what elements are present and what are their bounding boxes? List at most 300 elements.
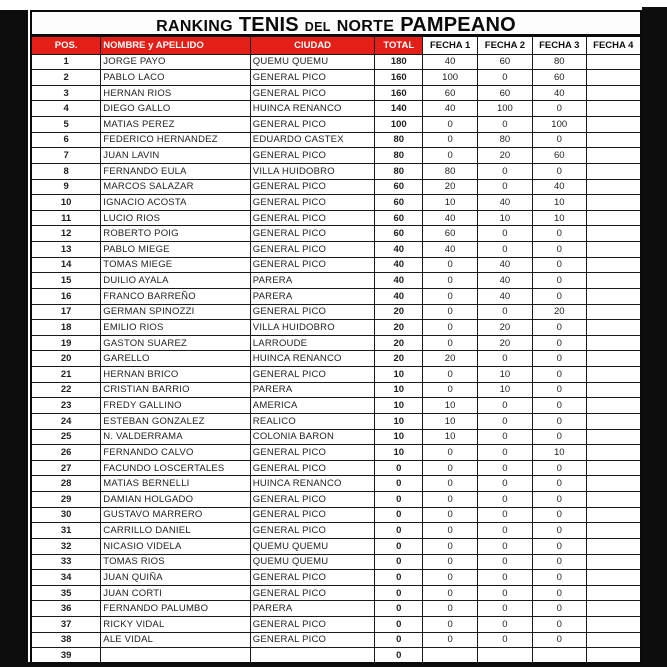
- title-segment: PAMPEANO: [400, 14, 516, 36]
- name-cell: MATIAS PEREZ: [101, 117, 251, 133]
- fecha1-cell: 0: [423, 148, 478, 164]
- name-cell: FERNANDO PALUMBO: [101, 601, 251, 617]
- city-cell: REALICO: [250, 413, 375, 429]
- city-cell: GENERAL PICO: [250, 460, 375, 476]
- table-row: [31, 632, 641, 648]
- fecha3-cell: 40: [532, 85, 586, 101]
- fecha3-cell: 0: [532, 570, 586, 586]
- pos-cell: 31: [31, 523, 101, 539]
- fecha2-cell: 0: [478, 523, 533, 539]
- city-cell: GENERAL PICO: [250, 570, 375, 586]
- name-cell: FRANCO BARREÑO: [101, 288, 251, 304]
- total-cell: 0: [375, 632, 423, 648]
- name-cell: TOMAS MIEGE: [101, 257, 251, 273]
- fecha2-cell: 0: [478, 304, 533, 320]
- name-cell: FERNANDO CALVO: [101, 445, 251, 461]
- total-cell: 0: [375, 617, 423, 633]
- fecha1-cell: 0: [423, 492, 478, 508]
- city-cell: GENERAL PICO: [250, 195, 375, 211]
- total-cell: 10: [375, 429, 423, 445]
- fecha1-cell: 0: [423, 382, 478, 398]
- pos-cell: 12: [31, 226, 101, 242]
- city-cell: QUEMU QUEMU: [250, 54, 375, 70]
- name-cell: GUSTAVO MARRERO: [101, 507, 251, 523]
- name-cell: GASTON SUAREZ: [101, 335, 251, 351]
- pos-cell: 22: [31, 382, 101, 398]
- city-cell: VILLA HUIDOBRO: [250, 320, 375, 336]
- fecha4-cell: [586, 570, 641, 586]
- column-header: POS.: [31, 36, 101, 54]
- name-cell: N. VALDERRAMA: [101, 429, 251, 445]
- fecha4-cell: [586, 273, 641, 289]
- column-header: NOMBRE y APELLIDO: [101, 36, 251, 54]
- name-cell: JUAN QUIÑA: [101, 570, 251, 586]
- fecha3-cell: 0: [532, 507, 586, 523]
- fecha1-cell: 0: [423, 507, 478, 523]
- fecha2-cell: 0: [478, 570, 533, 586]
- name-cell: GERMAN SPINOZZI: [101, 304, 251, 320]
- pos-cell: 36: [31, 601, 101, 617]
- fecha4-cell: [586, 585, 641, 601]
- fecha3-cell: [532, 648, 586, 664]
- name-cell: PABLO MIEGE: [101, 242, 251, 258]
- pos-cell: 25: [31, 429, 101, 445]
- pos-cell: 20: [31, 351, 101, 367]
- table-row: [31, 320, 641, 336]
- total-cell: 10: [375, 445, 423, 461]
- city-cell: PARERA: [250, 601, 375, 617]
- city-cell: GENERAL PICO: [250, 367, 375, 383]
- fecha1-cell: 20: [423, 351, 478, 367]
- name-cell: HERNAN BRICO: [101, 367, 251, 383]
- fecha3-cell: 10: [532, 195, 586, 211]
- name-cell: DUILIO AYALA: [101, 273, 251, 289]
- city-cell: COLONIA BARON: [250, 429, 375, 445]
- fecha1-cell: 0: [423, 617, 478, 633]
- name-cell: GARELLO: [101, 351, 251, 367]
- table-row: [31, 429, 641, 445]
- fecha4-cell: [586, 445, 641, 461]
- fecha4-cell: [586, 413, 641, 429]
- name-cell: NICASIO VIDELA: [101, 538, 251, 554]
- table-row: [31, 195, 641, 211]
- fecha4-cell: [586, 226, 641, 242]
- name-cell: PABLO LACO: [101, 70, 251, 86]
- fecha1-cell: 0: [423, 554, 478, 570]
- title-segment: TENIS: [238, 14, 299, 36]
- pos-cell: 5: [31, 117, 101, 133]
- fecha1-cell: [423, 648, 478, 664]
- city-cell: GENERAL PICO: [250, 523, 375, 539]
- pos-cell: 39: [31, 648, 101, 664]
- total-cell: 80: [375, 148, 423, 164]
- fecha3-cell: 0: [532, 585, 586, 601]
- fecha3-cell: 0: [532, 163, 586, 179]
- fecha4-cell: [586, 304, 641, 320]
- pos-cell: 2: [31, 70, 101, 86]
- pos-cell: 23: [31, 398, 101, 414]
- table-row: [31, 507, 641, 523]
- fecha3-cell: 0: [532, 242, 586, 258]
- fecha1-cell: 0: [423, 367, 478, 383]
- fecha1-cell: 0: [423, 132, 478, 148]
- pos-cell: 26: [31, 445, 101, 461]
- city-cell: GENERAL PICO: [250, 117, 375, 133]
- fecha4-cell: [586, 367, 641, 383]
- total-cell: 60: [375, 226, 423, 242]
- fecha3-cell: 0: [532, 476, 586, 492]
- fecha2-cell: 0: [478, 398, 533, 414]
- table-row: [31, 538, 641, 554]
- fecha2-cell: 80: [478, 132, 533, 148]
- city-cell: HUINCA RENANCO: [250, 351, 375, 367]
- name-cell: FERNANDO EULA: [101, 163, 251, 179]
- name-cell: MATIAS BERNELLI: [101, 476, 251, 492]
- fecha4-cell: [586, 85, 641, 101]
- fecha3-cell: 0: [532, 273, 586, 289]
- total-cell: 10: [375, 413, 423, 429]
- pos-cell: 10: [31, 195, 101, 211]
- fecha1-cell: 0: [423, 445, 478, 461]
- fecha3-cell: 0: [532, 523, 586, 539]
- fecha4-cell: [586, 117, 641, 133]
- fecha2-cell: 0: [478, 632, 533, 648]
- total-cell: 0: [375, 554, 423, 570]
- table-row: [31, 570, 641, 586]
- pos-cell: 13: [31, 242, 101, 258]
- total-cell: 20: [375, 335, 423, 351]
- fecha1-cell: 0: [423, 304, 478, 320]
- fecha3-cell: 0: [532, 601, 586, 617]
- pos-cell: 29: [31, 492, 101, 508]
- fecha2-cell: 10: [478, 210, 533, 226]
- page-title: [30, 10, 642, 35]
- fecha1-cell: 0: [423, 117, 478, 133]
- total-cell: 10: [375, 367, 423, 383]
- fecha1-cell: 0: [423, 320, 478, 336]
- fecha2-cell: 20: [478, 148, 533, 164]
- fecha2-cell: 0: [478, 70, 533, 86]
- city-cell: EDUARDO CASTEX: [250, 132, 375, 148]
- name-cell: JORGE PAYO: [101, 54, 251, 70]
- table-row: [31, 617, 641, 633]
- city-cell: PARERA: [250, 288, 375, 304]
- city-cell: GENERAL PICO: [250, 507, 375, 523]
- name-cell: RICKY VIDAL: [101, 617, 251, 633]
- pos-cell: 27: [31, 460, 101, 476]
- fecha2-cell: 0: [478, 351, 533, 367]
- table-row: [31, 273, 641, 289]
- pos-cell: 19: [31, 335, 101, 351]
- fecha2-cell: 0: [478, 617, 533, 633]
- fecha2-cell: 0: [478, 601, 533, 617]
- fecha4-cell: [586, 54, 641, 70]
- fecha2-cell: 0: [478, 507, 533, 523]
- total-cell: 100: [375, 117, 423, 133]
- table-row: [31, 413, 641, 429]
- photo-background-right: [642, 7, 667, 667]
- name-cell: IGNACIO ACOSTA: [101, 195, 251, 211]
- fecha1-cell: 0: [423, 538, 478, 554]
- fecha3-cell: 60: [532, 70, 586, 86]
- fecha2-cell: 100: [478, 101, 533, 117]
- fecha3-cell: 0: [532, 382, 586, 398]
- fecha4-cell: [586, 101, 641, 117]
- ranking-table: [30, 35, 642, 664]
- pos-cell: 14: [31, 257, 101, 273]
- fecha2-cell: 0: [478, 117, 533, 133]
- name-cell: LUCIO RIOS: [101, 210, 251, 226]
- table-row: [31, 367, 641, 383]
- total-cell: 40: [375, 257, 423, 273]
- fecha4-cell: [586, 632, 641, 648]
- fecha1-cell: 60: [423, 85, 478, 101]
- fecha3-cell: 0: [532, 632, 586, 648]
- fecha3-cell: 0: [532, 554, 586, 570]
- pos-cell: 30: [31, 507, 101, 523]
- table-row: [31, 54, 641, 70]
- fecha4-cell: [586, 429, 641, 445]
- fecha2-cell: 0: [478, 179, 533, 195]
- pos-cell: 24: [31, 413, 101, 429]
- city-cell: GENERAL PICO: [250, 492, 375, 508]
- fecha3-cell: 0: [532, 538, 586, 554]
- fecha4-cell: [586, 382, 641, 398]
- city-cell: GENERAL PICO: [250, 70, 375, 86]
- city-cell: HUINCA RENANCO: [250, 101, 375, 117]
- city-cell: GENERAL PICO: [250, 585, 375, 601]
- table-row: [31, 648, 641, 664]
- fecha4-cell: [586, 554, 641, 570]
- fecha3-cell: 0: [532, 132, 586, 148]
- city-cell: GENERAL PICO: [250, 632, 375, 648]
- city-cell: GENERAL PICO: [250, 148, 375, 164]
- table-row: [31, 163, 641, 179]
- table-row: [31, 382, 641, 398]
- fecha4-cell: [586, 288, 641, 304]
- fecha3-cell: 0: [532, 429, 586, 445]
- table-row: [31, 242, 641, 258]
- ranking-document: [30, 10, 642, 664]
- fecha1-cell: 0: [423, 335, 478, 351]
- total-cell: 10: [375, 382, 423, 398]
- city-cell: GENERAL PICO: [250, 85, 375, 101]
- total-cell: 0: [375, 648, 423, 664]
- table-row: [31, 257, 641, 273]
- fecha2-cell: 0: [478, 538, 533, 554]
- fecha2-cell: 0: [478, 460, 533, 476]
- fecha1-cell: 10: [423, 429, 478, 445]
- name-cell: JUAN LAVIN: [101, 148, 251, 164]
- fecha1-cell: 40: [423, 101, 478, 117]
- total-cell: 40: [375, 273, 423, 289]
- fecha1-cell: 0: [423, 476, 478, 492]
- column-header: FECHA 4: [586, 36, 641, 54]
- name-cell: ALE VIDAL: [101, 632, 251, 648]
- pos-cell: 6: [31, 132, 101, 148]
- fecha1-cell: 0: [423, 585, 478, 601]
- city-cell: HUINCA RENANCO: [250, 476, 375, 492]
- name-cell: FACUNDO LOSCERTALES: [101, 460, 251, 476]
- city-cell: AMERICA: [250, 398, 375, 414]
- pos-cell: 18: [31, 320, 101, 336]
- fecha3-cell: 0: [532, 226, 586, 242]
- table-row: [31, 398, 641, 414]
- fecha3-cell: 0: [532, 617, 586, 633]
- total-cell: 20: [375, 351, 423, 367]
- table-row: [31, 460, 641, 476]
- fecha2-cell: 0: [478, 445, 533, 461]
- total-cell: 0: [375, 585, 423, 601]
- fecha4-cell: [586, 70, 641, 86]
- fecha2-cell: 60: [478, 85, 533, 101]
- fecha3-cell: 20: [532, 304, 586, 320]
- fecha2-cell: 60: [478, 54, 533, 70]
- fecha2-cell: 20: [478, 335, 533, 351]
- fecha1-cell: 0: [423, 257, 478, 273]
- total-cell: 0: [375, 570, 423, 586]
- total-cell: 140: [375, 101, 423, 117]
- fecha2-cell: [478, 648, 533, 664]
- city-cell: LARROUDE: [250, 335, 375, 351]
- fecha2-cell: 0: [478, 554, 533, 570]
- fecha4-cell: [586, 398, 641, 414]
- fecha1-cell: 60: [423, 226, 478, 242]
- fecha3-cell: 10: [532, 445, 586, 461]
- fecha4-cell: [586, 335, 641, 351]
- fecha1-cell: 40: [423, 210, 478, 226]
- name-cell: EMILIO RIOS: [101, 320, 251, 336]
- fecha2-cell: 0: [478, 163, 533, 179]
- fecha4-cell: [586, 242, 641, 258]
- fecha1-cell: 0: [423, 570, 478, 586]
- fecha2-cell: 0: [478, 585, 533, 601]
- title-segment: NORTE: [336, 18, 395, 35]
- city-cell: VILLA HUIDOBRO: [250, 163, 375, 179]
- city-cell: PARERA: [250, 382, 375, 398]
- fecha1-cell: 80: [423, 163, 478, 179]
- city-cell: GENERAL PICO: [250, 179, 375, 195]
- name-cell: ROBERTO POIG: [101, 226, 251, 242]
- table-row: [31, 492, 641, 508]
- fecha2-cell: 20: [478, 320, 533, 336]
- total-cell: 40: [375, 288, 423, 304]
- table-row: [31, 304, 641, 320]
- fecha3-cell: 10: [532, 210, 586, 226]
- name-cell: MARCOS SALAZAR: [101, 179, 251, 195]
- fecha1-cell: 0: [423, 523, 478, 539]
- total-cell: 160: [375, 85, 423, 101]
- total-cell: 0: [375, 538, 423, 554]
- table-row: [31, 335, 641, 351]
- fecha2-cell: 0: [478, 242, 533, 258]
- pos-cell: 9: [31, 179, 101, 195]
- table-row: [31, 554, 641, 570]
- name-cell: [101, 648, 251, 664]
- fecha2-cell: 0: [478, 413, 533, 429]
- column-header: FECHA 2: [478, 36, 533, 54]
- name-cell: TOMAS RIOS: [101, 554, 251, 570]
- fecha4-cell: [586, 648, 641, 664]
- column-header: CIUDAD: [250, 36, 375, 54]
- fecha4-cell: [586, 179, 641, 195]
- fecha1-cell: 10: [423, 195, 478, 211]
- table-row: [31, 148, 641, 164]
- fecha3-cell: 0: [532, 320, 586, 336]
- pos-cell: 17: [31, 304, 101, 320]
- fecha3-cell: 0: [532, 460, 586, 476]
- table-row: [31, 179, 641, 195]
- fecha2-cell: 0: [478, 226, 533, 242]
- table-row: [31, 132, 641, 148]
- total-cell: 0: [375, 476, 423, 492]
- name-cell: CRISTIAN BARRIO: [101, 382, 251, 398]
- pos-cell: 37: [31, 617, 101, 633]
- table-row: [31, 85, 641, 101]
- fecha1-cell: 20: [423, 179, 478, 195]
- pos-cell: 32: [31, 538, 101, 554]
- fecha4-cell: [586, 507, 641, 523]
- fecha3-cell: 40: [532, 179, 586, 195]
- table-row: [31, 101, 641, 117]
- total-cell: 80: [375, 132, 423, 148]
- table-row: [31, 288, 641, 304]
- fecha3-cell: 80: [532, 54, 586, 70]
- fecha4-cell: [586, 132, 641, 148]
- table-row: [31, 476, 641, 492]
- fecha1-cell: 0: [423, 632, 478, 648]
- pos-cell: 1: [31, 54, 101, 70]
- fecha4-cell: [586, 210, 641, 226]
- fecha4-cell: [586, 195, 641, 211]
- fecha2-cell: 0: [478, 429, 533, 445]
- total-cell: 60: [375, 179, 423, 195]
- city-cell: GENERAL PICO: [250, 257, 375, 273]
- name-cell: HERNAN RIOS: [101, 85, 251, 101]
- fecha1-cell: 100: [423, 70, 478, 86]
- city-cell: QUEMU QUEMU: [250, 538, 375, 554]
- total-cell: 0: [375, 460, 423, 476]
- total-cell: 40: [375, 242, 423, 258]
- fecha2-cell: 0: [478, 476, 533, 492]
- title-segment: RANKING: [156, 18, 233, 35]
- name-cell: ESTEBAN GONZALEZ: [101, 413, 251, 429]
- fecha3-cell: 60: [532, 148, 586, 164]
- fecha1-cell: 0: [423, 460, 478, 476]
- total-cell: 80: [375, 163, 423, 179]
- fecha2-cell: 40: [478, 273, 533, 289]
- table-row: [31, 226, 641, 242]
- fecha1-cell: 40: [423, 242, 478, 258]
- total-cell: 0: [375, 492, 423, 508]
- table-header-row: [31, 36, 641, 54]
- pos-cell: 4: [31, 101, 101, 117]
- fecha3-cell: 0: [532, 351, 586, 367]
- total-cell: 20: [375, 320, 423, 336]
- title-segment: DEL: [304, 20, 331, 34]
- city-cell: GENERAL PICO: [250, 210, 375, 226]
- fecha4-cell: [586, 320, 641, 336]
- city-cell: GENERAL PICO: [250, 617, 375, 633]
- fecha4-cell: [586, 460, 641, 476]
- fecha1-cell: 10: [423, 413, 478, 429]
- pos-cell: 8: [31, 163, 101, 179]
- pos-cell: 33: [31, 554, 101, 570]
- table-row: [31, 585, 641, 601]
- fecha2-cell: 0: [478, 492, 533, 508]
- fecha1-cell: 40: [423, 54, 478, 70]
- city-cell: [250, 648, 375, 664]
